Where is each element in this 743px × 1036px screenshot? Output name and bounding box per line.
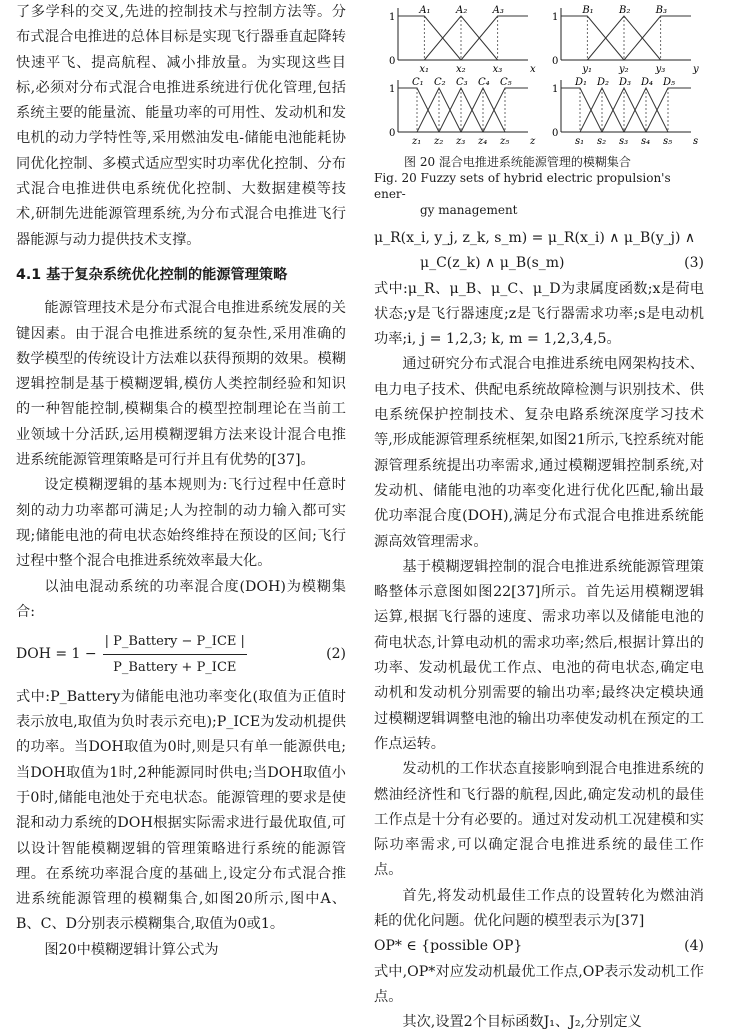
x-tick-label: z₁: [412, 136, 422, 147]
membership-curve: [646, 88, 691, 132]
body-paragraph: 图20中模糊逻辑计算公式为: [44, 941, 219, 958]
set-label: D₃: [619, 77, 632, 88]
set-label: A₃: [492, 5, 504, 16]
set-label: D₂: [597, 77, 610, 88]
y-tick-label: 1: [389, 84, 396, 95]
y-tick-label: 1: [389, 12, 396, 23]
intro-paragraph: 了多学科的交叉,先进的控制技术与控制方法等。分布式混合电推进的总体目标是实现飞行器垂直起降转快速平飞、提高航程、减小排放量。为实现这些目标,必须对分布式混合电推进系统进行优化管理,包括系统主要的能量流、能量功率的可用性、发动机和发电机的动力学特性等,采用燃油发电-储能电池能耗协同优化控制、多模式适应型实时功率优化控制、分布式混合电推进供电系统优化控制、大数据建模等技术,研制先进能源管理系统,为分布式混合电推进飞行器能源与动力提供技术支撑。: [16, 4, 346, 248]
body-paragraph: 式中:P_Battery为储能电池功率变化(取值为正值时表示放电,取值为负时表示充电);P_ICE为发动机提供的功率。当DOH取值为0时,则是只有单一能源供电;当DOH取值为1时,2种能源同时供电;当DOH取值小于0时,储能电池处于充电状态。能源管理的要求是使混和动力系统的DOH根据实际需求进行最优取值,可以设计智能模糊逻辑的管理策略进行系统的能源管理。在系统功率混合度的基础上,设定分布式混合推进系统能源管理的模糊集合,如图20所示,图中A、B、C、D分别表示模糊集合,取值为0或1。: [16, 688, 346, 933]
equation-number: (3): [684, 255, 704, 272]
y-tick-label: 1: [552, 84, 559, 95]
equation-lhs: DOH = 1 −: [16, 646, 97, 663]
body-paragraph: 基于模糊逻辑控制的混合电推进系统能源管理策略整体示意图如图22[37]所示。首先运用模糊逻辑运算,根据飞行器的速度、需求功率以及储能电池的荷电状态,计算电动机的需求功率;然后,根据计算出的功率、发动机最优工作点、电池的荷电状态,确定电动机和发动机分别需要的输出功率;最终决定模块通过模糊逻辑调整电池的输出功率使发动机在预定的工作点运转。: [374, 558, 704, 752]
section-heading: 4.1 基于复杂系统优化控制的能源管理策略: [16, 266, 288, 283]
y-tick-label: 0: [389, 128, 396, 139]
set-label: D₅: [663, 77, 676, 88]
x-tick-label: s₄: [641, 136, 651, 147]
x-tick-label: x₃: [492, 64, 503, 75]
x-tick-label: y₁: [582, 64, 593, 75]
set-label: C₄: [478, 77, 490, 88]
left-column: [16, 0, 346, 963]
equation-4: [374, 934, 704, 959]
body-paragraph: 首先,将发动机最佳工作点的设置转化为燃油消耗的优化问题。优化问题的模型表示为[37]: [374, 887, 704, 930]
body-paragraph: 能源管理技术是分布式混合电推进系统发展的关键因素。由于混合电推进系统的复杂性,采用准确的数学模型的传统设计方法难以获得预期的效果。模糊逻辑控制是基于模糊逻辑,模仿人类控制经验和知识的一种智能控制,模糊集合的模型控制理论在当前工业领域十分活跃,运用模糊逻辑方法来设计混合电推进系统能源管理策略是可行并且有优势的[37]。: [16, 300, 346, 469]
set-label: C₃: [456, 77, 468, 88]
x-tick-label: z₂: [434, 136, 444, 147]
body-paragraph: 设定模糊逻辑的基本规则为:飞行过程中任意时刻的动力功率都可满足;人为控制的动力输入都可实现;储能电池的荷电状态始终维持在预设的区间;飞行过程中整个混合电推进系统效率最大化。: [16, 477, 346, 570]
body-paragraph: 发动机的工作状态直接影响到混合电推进系统的燃油经济性和飞行器的航程,因此,确定发动机的最佳工作点是十分有必要的。通过对发动机工况建模和实际功率需求,可以确定混合电推进系统的最佳工作点。: [374, 761, 704, 879]
body-paragraph: 式中:μ_R、μ_B、μ_C、μ_D为隶属度函数;x是荷电状态;y是飞行器速度;z是飞行器需求功率;s是电动机功率;i, j = 1,2,3; k, m = 1,2,3,4,5。: [374, 280, 704, 348]
body-paragraph: 其次,设置2个目标函数J₁、J₂,分别定义: [402, 1014, 642, 1031]
x-tick-label: s₁: [575, 136, 585, 147]
fuzzy-sets-diagram: [374, 0, 704, 150]
x-tick-label: x₁: [419, 64, 429, 75]
x-tick-label: z₅: [500, 136, 510, 147]
body-paragraph: 式中,OP*对应发动机最优工作点,OP表示发动机工作点。: [374, 963, 704, 1005]
set-label: D₁: [575, 77, 588, 88]
figure-caption-cn: 图 20 混合电推进系统能源管理的模糊集合: [404, 155, 631, 169]
x-tick-label: y₃: [655, 64, 666, 75]
right-column: [374, 0, 704, 1036]
set-label: B₃: [655, 5, 668, 16]
caption-en-line2: gy management: [420, 203, 518, 217]
equation-number: (2): [326, 646, 346, 663]
x-tick-label: x₂: [456, 64, 466, 75]
body-paragraph: 通过研究分布式混合电推进系统电网架构技术、电力电子技术、供配电系统故障检测与识别技术、供电系统保护控制技术、复杂电路系统深度学习技术等,形成能源管理系统框架,如图21所示,飞控系统对能源管理系统提出功率需求,通过模糊逻辑控制系统,对发动机、储能电池的功率变化进行优化匹配,输出最优功率混合度(DOH),满足分布式混合电推进系统能源高效管理需求。: [374, 356, 704, 550]
set-label: C₅: [500, 77, 512, 88]
equation-2: [16, 629, 346, 681]
equation-4-body: OP* ∈ {possible OP}: [374, 938, 523, 955]
membership-curve: [398, 88, 439, 132]
set-label: A₁: [419, 5, 431, 16]
figure-caption-en: [374, 170, 704, 218]
set-label: C₂: [434, 77, 446, 88]
set-label: D₄: [641, 77, 654, 88]
fraction-numerator: | P_Battery − P_ICE |: [103, 629, 247, 655]
equation-3-line2-row: [374, 251, 704, 276]
set-label: C₁: [412, 77, 424, 88]
equation-fraction: [103, 629, 247, 681]
x-tick-label: s₅: [663, 136, 673, 147]
x-tick-label: s₂: [597, 136, 607, 147]
membership-curve: [561, 88, 602, 132]
membership-curve: [483, 88, 528, 132]
x-tick-label: y₂: [619, 64, 629, 75]
equation-3-line2: μ_C(z_k) ∧ μ_B(s_m): [420, 255, 565, 272]
axis-label: x: [530, 64, 536, 75]
y-tick-label: 1: [552, 12, 559, 23]
set-label: B₁: [582, 5, 594, 16]
x-tick-label: z₃: [456, 136, 466, 147]
fraction-denominator: P_Battery + P_ICE: [113, 660, 237, 676]
figure-20: [374, 0, 704, 150]
y-tick-label: 0: [552, 56, 559, 67]
membership-curve: [461, 16, 528, 60]
body-paragraph: 以油电混动系统的功率混合度(DOH)为模糊集合:: [16, 578, 346, 620]
set-label: B₂: [619, 5, 631, 16]
x-tick-label: s₃: [619, 136, 629, 147]
equation-3-line1: μ_R(x_i, y_j, z_k, s_m) = μ_R(x_i) ∧ μ_B(y_j) ∧: [374, 230, 696, 246]
axis-label: y: [693, 64, 699, 75]
equation-number: (4): [684, 938, 704, 955]
membership-curve: [624, 16, 691, 60]
y-tick-label: 0: [552, 128, 559, 139]
axis-label: s: [693, 136, 699, 147]
axis-label: z: [530, 136, 536, 147]
y-tick-label: 0: [389, 56, 396, 67]
set-label: A₂: [456, 5, 468, 16]
caption-en-line1: Fig. 20 Fuzzy sets of hybrid electric propulsion's ener-: [374, 171, 671, 201]
x-tick-label: z₄: [478, 136, 488, 147]
